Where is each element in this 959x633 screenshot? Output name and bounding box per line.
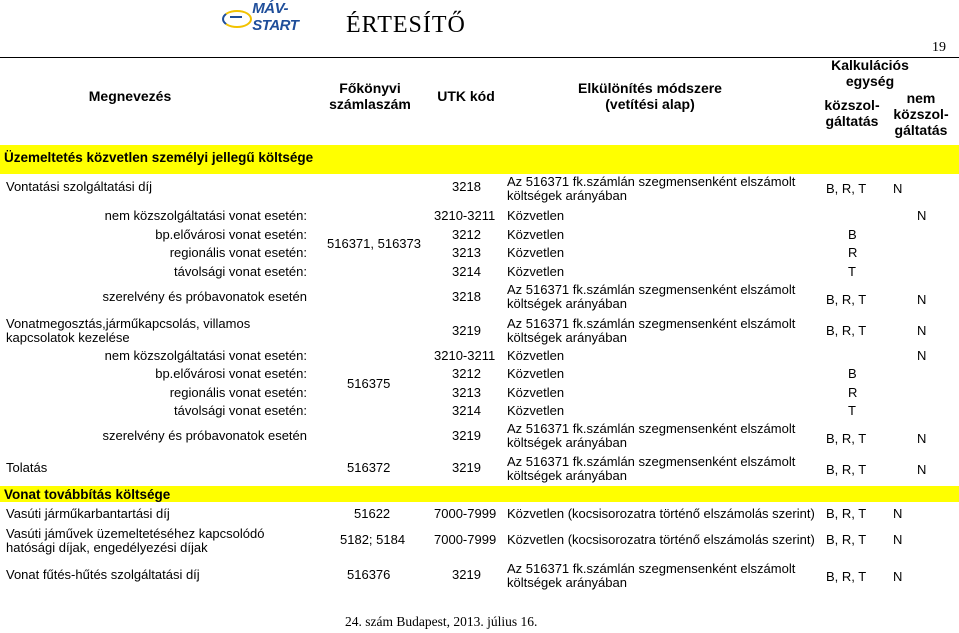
row-method: Az 516371 fk.számlán szegmensenként elszámolt költségek arányában <box>507 561 796 590</box>
row-koz: B <box>848 366 857 381</box>
row-name: Vontatási szolgáltatási díj <box>6 179 152 194</box>
row-koz: B, R, T <box>826 532 867 547</box>
row-method: Közvetlen <box>507 264 565 279</box>
col-header-utk: UTK kód <box>437 88 495 104</box>
row-fokonyvi: 516371, 516373 <box>327 236 421 251</box>
row-utk: 3212 <box>452 227 481 242</box>
logo-mark-icon <box>222 8 249 26</box>
row-fokonyvi: 51622 <box>354 506 391 521</box>
row-method: Az 516371 fk.számlán szegmensenként elszámolt költségek arányában <box>507 174 796 203</box>
row-koz: B, R, T <box>826 462 867 477</box>
row-method: Közvetlen <box>507 208 565 223</box>
row-koz: B <box>848 227 857 242</box>
row-koz: B, R, T <box>826 506 867 521</box>
col-header-kozszol: közszol- gáltatás <box>824 97 880 129</box>
row-utk: 3212 <box>452 366 481 381</box>
row-name: regionális vonat esetén: <box>169 245 307 260</box>
row-name: Vonatmegosztás,járműkapcsolás, villamos kapcsolatok kezelése <box>6 316 251 345</box>
row-koz: T <box>848 264 856 279</box>
row-method: Közvetlen (kocsisorozatra történő elszámolás szerint) <box>507 532 815 547</box>
row-name: távolsági vonat esetén: <box>174 403 307 418</box>
col-header-elkulonites: Elkülönítés módszere (vetítési alap) <box>578 80 722 112</box>
row-method: Közvetlen <box>507 366 565 381</box>
mav-start-logo <box>222 0 332 34</box>
row-name: nem közszolgáltatási vonat esetén: <box>104 208 307 223</box>
row-name: Vasúti jáművek üzemeltetéséhez kapcsolódó hatósági díjak, engedélyezési díjak <box>6 526 265 555</box>
row-name: nem közszolgáltatási vonat esetén: <box>104 348 307 363</box>
row-name: Tolatás <box>6 460 48 475</box>
row-nem: N <box>893 181 903 196</box>
row-method: Közvetlen <box>507 227 565 242</box>
row-utk: 7000-7999 <box>434 532 497 547</box>
row-koz: B, R, T <box>826 431 867 446</box>
row-koz: R <box>848 245 858 260</box>
row-utk: 3214 <box>452 403 481 418</box>
row-nem: N <box>917 292 927 307</box>
section-title-uzemeltetes: Üzemeltetés közvetlen személyi jellegű költsége <box>4 150 314 165</box>
row-koz: T <box>848 403 856 418</box>
row-koz: R <box>848 385 858 400</box>
footer-text: 24. szám Budapest, 2013. július 16. <box>345 614 538 629</box>
col-header-megnevezes: Megnevezés <box>88 88 172 104</box>
row-fokonyvi: 516375 <box>347 376 391 391</box>
row-nem: N <box>917 348 927 363</box>
row-utk: 3219 <box>452 428 481 443</box>
row-fokonyvi: 516372 <box>347 460 391 475</box>
row-method: Közvetlen <box>507 403 565 418</box>
col-header-nem-kozszol: nem közszol- gáltatás <box>893 90 949 138</box>
row-name: szerelvény és próbavonatok esetén <box>102 289 307 304</box>
row-nem: N <box>893 532 903 547</box>
page-number: 19 <box>932 40 946 55</box>
row-nem: N <box>893 569 903 584</box>
row-nem: N <box>893 506 903 521</box>
row-koz: B, R, T <box>826 323 867 338</box>
logo-text: MÁV-START <box>252 0 299 34</box>
row-nem: N <box>917 323 927 338</box>
row-method: Közvetlen (kocsisorozatra történő elszámolás szerint) <box>507 506 815 521</box>
row-name: szerelvény és próbavonatok esetén <box>102 428 307 443</box>
row-utk: 3210-3211 <box>434 348 496 363</box>
row-utk: 3219 <box>452 460 481 475</box>
section-title-vonat-tovabbitas: Vonat továbbítás költsége <box>4 487 171 502</box>
row-name: távolsági vonat esetén: <box>174 264 307 279</box>
col-header-fokonyvi: Főkönyvi számlaszám <box>329 80 411 112</box>
row-method: Az 516371 fk.számlán szegmensenként elszámolt költségek arányában <box>507 316 796 345</box>
row-utk: 3213 <box>452 245 481 260</box>
row-utk: 3214 <box>452 264 481 279</box>
row-nem: N <box>917 431 927 446</box>
row-utk: 7000-7999 <box>434 506 497 521</box>
row-name: Vonat fűtés-hűtés szolgáltatási díj <box>6 567 200 582</box>
row-nem: N <box>917 462 927 477</box>
row-nem: N <box>917 208 927 223</box>
document-title: ÉRTESÍTŐ <box>346 12 466 38</box>
row-method: Az 516371 fk.számlán szegmensenként elszámolt költségek arányában <box>507 454 796 483</box>
row-name: bp.elővárosi vonat esetén: <box>155 366 307 381</box>
row-fokonyvi: 5182; 5184 <box>340 532 406 547</box>
row-koz: B, R, T <box>826 569 867 584</box>
row-utk: 3218 <box>452 289 481 304</box>
row-koz: B, R, T <box>826 181 867 196</box>
row-utk: 3219 <box>452 567 481 582</box>
row-name: Vasúti járműkarbantartási díj <box>6 506 170 521</box>
row-name: bp.elővárosi vonat esetén: <box>155 227 307 242</box>
row-utk: 3219 <box>452 323 481 338</box>
row-method: Az 516371 fk.számlán szegmensenként elszámolt költségek arányában <box>507 282 796 311</box>
row-koz: B, R, T <box>826 292 867 307</box>
row-method: Közvetlen <box>507 348 565 363</box>
row-method: Közvetlen <box>507 245 565 260</box>
row-method: Az 516371 fk.számlán szegmensenként elszámolt költségek arányában <box>507 421 796 450</box>
row-utk: 3213 <box>452 385 481 400</box>
row-utk: 3210-3211 <box>434 208 496 223</box>
row-fokonyvi: 516376 <box>347 567 391 582</box>
row-utk: 3218 <box>452 179 481 194</box>
row-method: Közvetlen <box>507 385 565 400</box>
col-header-kalkulacios: Kalkulációs egység <box>831 57 909 89</box>
row-name: regionális vonat esetén: <box>169 385 307 400</box>
